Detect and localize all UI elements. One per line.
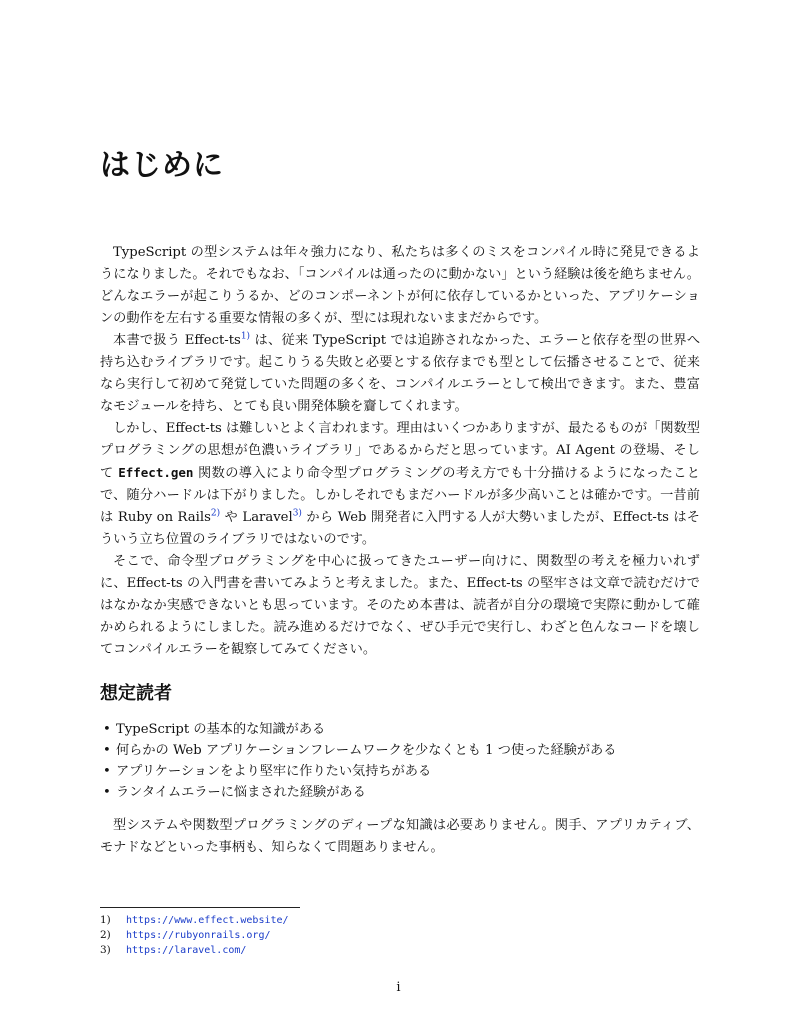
- footnote-link[interactable]: https://laravel.com/: [126, 945, 247, 956]
- footnote-link[interactable]: https://www.effect.website/: [126, 915, 289, 926]
- para2-text-b: は、従来 TypeScript では追跡されなかった、エラーと依存を型の世界へ持ち込むライブラリです。起こりうる失敗と必要とする依存までも型として伝播させることで、従来なら実行して初めて発覚していた問題の多くを、コンパイルエラーとして検出できます。また、豊富なモジュールを持ち、とても良い開発体験を齎してくれます。: [100, 333, 701, 414]
- body-text: [100, 242, 700, 859]
- section-heading: 想定読者: [100, 683, 172, 704]
- footnote-ref-2[interactable]: 2): [210, 508, 221, 519]
- footnotes: [100, 913, 289, 958]
- list-item: • 何らかの Web アプリケーションフレームワークを少なくとも 1 つ使った経験がある: [100, 740, 700, 761]
- footnote-1: [100, 913, 289, 928]
- footnote-number: 2): [100, 929, 111, 941]
- paragraph-intro: TypeScript の型システムは年々強力になり、私たちは多くのミスをコンパイル時に発見できるようになりました。それでもなお、「コンパイルは通ったのに動かない」という経験は後を絶ちません。どんなエラーが起こりうるか、どのコンポーネントが何に依存しているかといった、アプリケーションの動作を左右する重要な情報の多くが、型には現れないままだからです。: [100, 245, 700, 326]
- footnote-divider: [100, 907, 300, 908]
- page-number: i: [396, 980, 401, 995]
- para3-text-c: や Laravel: [220, 510, 293, 525]
- para3-text-d: から Web 開発者に入門する人が大勢いましたが、Effect-ts はそういう立ち位置のライブラリではないのです。: [100, 510, 700, 547]
- para3-text-b: 関数の導入により命令型プログラミングの考え方でも十分描けるようになったことで、随分ハードルは下がりました。しかしそれでもまだハードルが多少高いことは確かです。一昔前は Ruby on Rails: [100, 466, 700, 525]
- list-item: • アプリケーションをより堅牢に作りたい気持ちがある: [100, 761, 700, 782]
- page-title: はじめに: [100, 148, 224, 183]
- footnote-number: 3): [100, 944, 111, 956]
- list-item: • TypeScript の基本的な知識がある: [100, 719, 700, 740]
- footnote-2: [100, 928, 289, 943]
- paragraph-effect-ts: [100, 330, 700, 418]
- footnote-ref-1[interactable]: 1): [240, 331, 251, 342]
- reader-list: [100, 719, 700, 803]
- footnote-link[interactable]: https://rubyonrails.org/: [126, 930, 271, 941]
- inline-code: Effect.gen: [118, 465, 194, 480]
- paragraph-closing: 型システムや関数型プログラミングのディープな知識は必要ありません。関手、アプリカティブ、モナドなどといった事柄も、知らなくて問題ありません。: [100, 818, 700, 855]
- footnote-3: [100, 943, 289, 958]
- footnote-number: 1): [100, 914, 111, 926]
- paragraph-purpose: そこで、命令型プログラミングを中心に扱ってきたユーザー向けに、関数型の考えを極力いれずに、Effect-ts の入門書を書いてみようと考えました。また、Effect-ts の堅牢さは文章で読むだけではなかなか実感できないとも思っています。そのため本書は、読者が自分の環境で実際に動かして確かめられるようにしました。読み進めるだけでなく、ぜひ手元で実行し、わざと色んなコードを壊してコンパイルエラーを観察してみてください。: [100, 554, 700, 657]
- para2-text-a: 本書で扱う Effect-ts: [113, 333, 241, 348]
- list-item: • ランタイムエラーに悩まされた経験がある: [100, 782, 700, 803]
- para3-text-a: しかし、Effect-ts は難しいとよく言われます。理由はいくつかありますが、最たるものが「関数型プログラミングの思想が色濃いライブラリ」であるからだと思っています。AI Agent の登場、そして: [100, 421, 700, 481]
- footnote-ref-3[interactable]: 3): [292, 508, 302, 519]
- paragraph-difficulty: [100, 418, 700, 551]
